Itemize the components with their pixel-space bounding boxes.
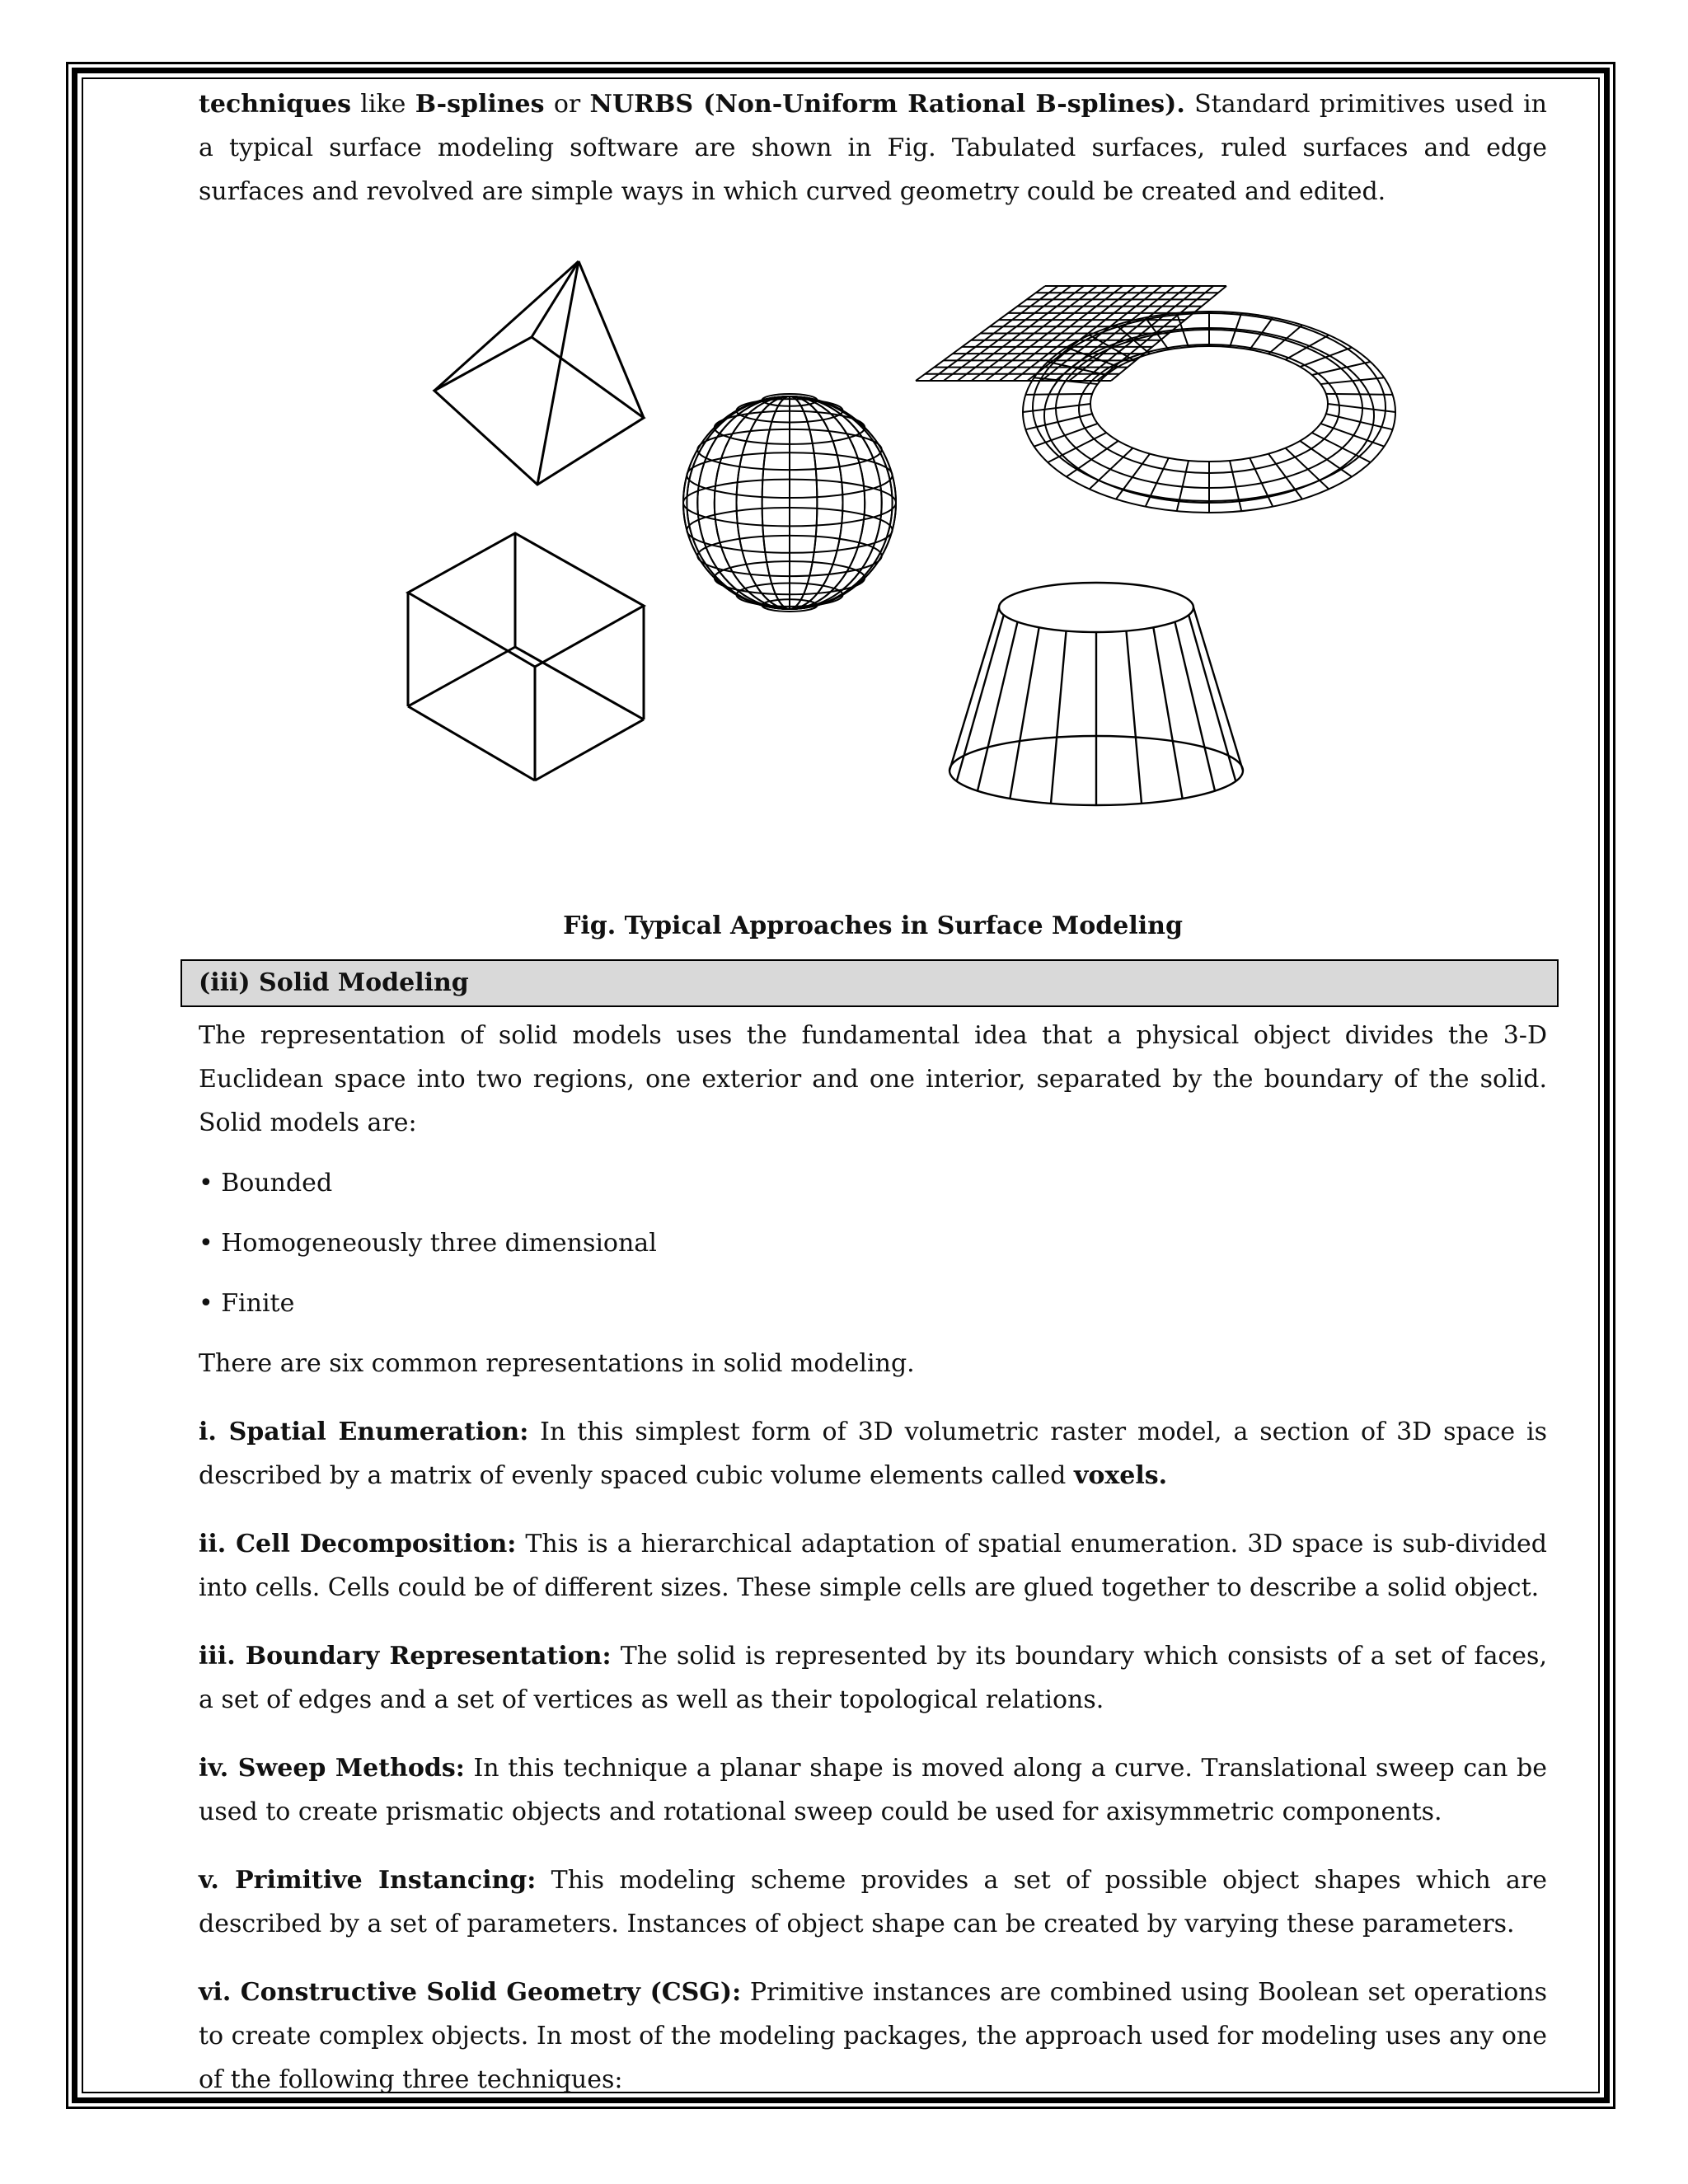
bullet-item: • Bounded	[199, 1169, 333, 1197]
text: In this technique a planar shape is moved along a curve. Translational sweep can be used to create prismatic objects and rotational sweep could be used for axisymmetric components.	[199, 1754, 1547, 1826]
bullet-list	[199, 1161, 1547, 1325]
item-boundary-representation	[199, 1634, 1547, 1722]
text: like	[351, 90, 415, 119]
item-sweep-methods	[199, 1746, 1547, 1834]
intro-paragraph	[199, 82, 1547, 213]
term-techniques: techniques	[199, 90, 351, 119]
sphere-wireframe	[683, 394, 896, 612]
item-cell-decomposition	[199, 1522, 1547, 1610]
box-hidden-edge	[408, 647, 515, 706]
text: Standard primitives used in a typical surface modeling software are shown in Fig. Tabulated surfaces, ruled surfaces and edge surfaces and revolved are simple ways in which curved geometry could be created and edited.	[199, 90, 1547, 206]
cone-generator	[1051, 631, 1067, 804]
cone-top-rim	[999, 583, 1193, 632]
cone-generator	[1153, 627, 1182, 799]
bullet-item: • Finite	[199, 1289, 295, 1318]
text: The solid is represented by its boundary which consists of a set of faces, a set of edges and a set of vertices as well as their topological relations.	[199, 1642, 1547, 1714]
cone-generator	[1010, 627, 1039, 799]
cone-generator	[1175, 622, 1215, 791]
item-term: iv. Sweep Methods:	[199, 1754, 465, 1783]
torus-wireframe	[1023, 312, 1395, 513]
cone-generator	[957, 615, 1004, 781]
cone-generator	[1189, 615, 1236, 781]
torus-meridian	[1286, 448, 1329, 490]
torus-meridian	[1034, 424, 1098, 447]
box-edge	[535, 719, 644, 780]
page-content	[199, 82, 1547, 2102]
text: In this simplest form of 3D volumetric raster model, a section of 3D space is described by a matrix of evenly spaced cubic volume elements called	[199, 1418, 1547, 1490]
term-nurbs: NURBS (Non-Uniform Rational B-splines).	[589, 90, 1185, 119]
section-heading-solid-modeling: (iii) Solid Modeling	[181, 959, 1559, 1007]
torus-meridian	[1326, 394, 1393, 395]
torus-meridian	[1025, 394, 1092, 395]
item-term: i. Spatial Enumeration:	[199, 1418, 529, 1446]
item-primitive-instancing	[199, 1858, 1547, 1946]
bullet-item: • Homogeneously three dimensional	[199, 1229, 657, 1258]
torus-ring	[1079, 344, 1339, 473]
torus-inner-rim	[1090, 346, 1328, 462]
torus-meridian	[1320, 377, 1384, 384]
box-wireframe	[408, 533, 644, 780]
figure-illustration	[199, 253, 1547, 904]
item-spatial-enumeration	[199, 1410, 1547, 1497]
pyramid-edge	[434, 261, 579, 391]
text: This is a hierarchical adaptation of spatial enumeration. 3D space is sub-divided into cells. Cells could be of different sizes. These simple cells are glued together to describe a solid object.	[199, 1530, 1547, 1602]
text: Primitive instances are combined using Boolean set operations to create complex objects. In most of the modeling packages, the approach used for modeling uses any one of the following three techniques:	[199, 1978, 1547, 2094]
box-edge	[408, 706, 535, 780]
summary-paragraph: There are six common representations in solid modeling.	[199, 1349, 915, 1378]
term-bsplines: B-splines	[415, 90, 545, 119]
torus-meridian	[1320, 424, 1384, 447]
cone-generator	[1126, 631, 1142, 804]
term-voxels: voxels.	[1073, 1461, 1168, 1490]
pyramid-wireframe	[434, 261, 644, 485]
item-term: vi. Constructive Solid Geometry (CSG):	[199, 1978, 742, 2007]
torus-meridian	[1268, 325, 1302, 354]
pyramid-base	[434, 337, 644, 485]
item-term: ii. Cell Decomposition:	[199, 1530, 517, 1558]
torus-meridian	[1090, 448, 1133, 490]
truncated-cone-wireframe	[950, 583, 1243, 805]
item-csg	[199, 1971, 1547, 2102]
item-term: iii. Boundary Representation:	[199, 1642, 612, 1671]
cone-generator	[978, 622, 1018, 791]
text: This modeling scheme provides a set of possible object shapes which are described by a set of parameters. Instances of object shape can be created by varying these parameters.	[199, 1866, 1547, 1938]
item-term: v. Primitive Instancing:	[199, 1866, 537, 1895]
figure-caption: Fig. Typical Approaches in Surface Modeling	[563, 912, 1183, 940]
text: or	[544, 90, 590, 119]
torus-meridian	[1300, 348, 1352, 367]
box-top-face	[408, 533, 644, 667]
surface-modeling-figure	[199, 253, 1547, 904]
section-intro-paragraph: The representation of solid models uses the fundamental idea that a physical object divides the 3-D Euclidean space into two regions, one exterior and one interior, separated by the boundary of the solid. Solid models are:	[199, 1021, 1547, 1137]
